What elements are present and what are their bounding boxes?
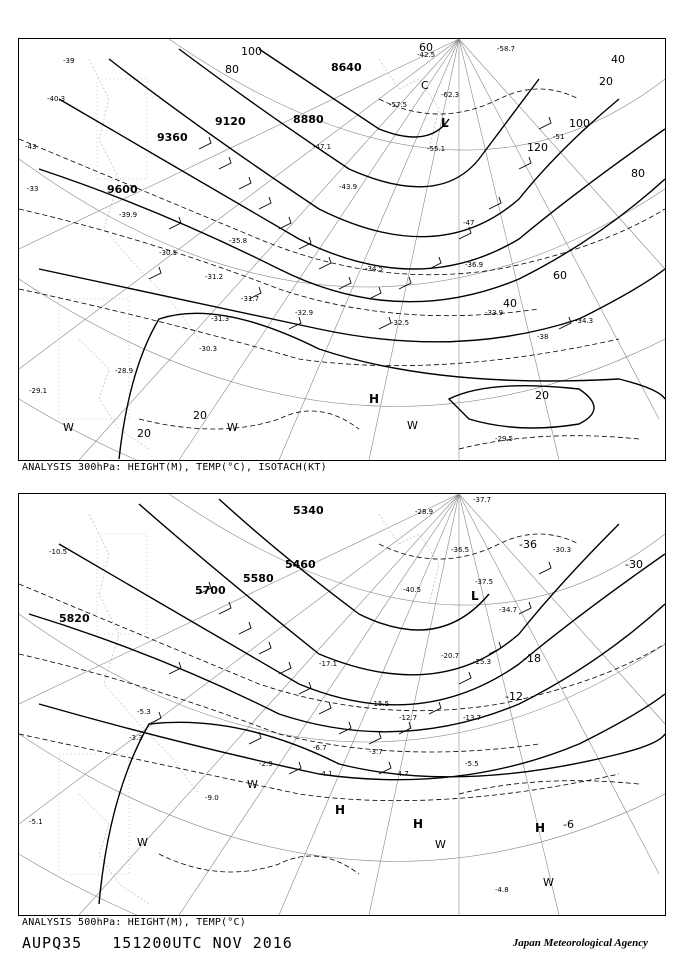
isotach-label: 80 — [631, 167, 645, 180]
map-panel-300hpa — [18, 38, 666, 461]
warm-marker: W — [227, 421, 238, 434]
temperature-value: -39.9 — [119, 211, 138, 219]
temperature-value: -33.9 — [485, 309, 504, 317]
temperature-value: -43 — [25, 143, 37, 151]
temperature-value: -6.7 — [313, 744, 327, 752]
temperature-value: -10.5 — [49, 548, 68, 556]
isotherm-label: -36 — [519, 538, 537, 551]
temperature-value: -39 — [63, 57, 75, 65]
temperature-value: -4.8 — [495, 886, 509, 894]
warm-marker: W — [63, 421, 74, 434]
temperature-value: -20.7 — [441, 652, 460, 660]
temperature-value: -34.7 — [499, 606, 518, 614]
temperature-value: -32.9 — [295, 309, 314, 317]
high-pressure-marker: H — [535, 821, 546, 835]
temperature-value: -37.7 — [473, 496, 492, 504]
temperature-value: -15.5 — [371, 700, 390, 708]
isotherm-label: -12 — [505, 690, 523, 703]
height-label: 5580 — [243, 572, 274, 585]
height-label: 5460 — [285, 558, 316, 571]
temperature-value: -29.5 — [495, 435, 514, 443]
height-label: 5820 — [59, 612, 90, 625]
temperature-value: -25.3 — [473, 658, 492, 666]
temperature-value: -30.3 — [553, 546, 572, 554]
height-label: 8880 — [293, 113, 324, 126]
temperature-value: -5.3 — [137, 708, 151, 716]
temperature-value: -36.9 — [465, 261, 484, 269]
temperature-value: -38 — [537, 333, 549, 341]
temperature-values — [29, 496, 571, 894]
chart-identifier — [22, 934, 293, 952]
height-label: 9120 — [215, 115, 246, 128]
warm-marker: W — [435, 838, 446, 851]
temperature-value: -43.9 — [339, 183, 358, 191]
temperature-value: -40.3 — [47, 95, 66, 103]
warm-marker: W — [137, 836, 148, 849]
height-contours — [29, 499, 665, 904]
temperature-value: -32.5 — [391, 319, 410, 327]
map-300hpa-svg — [19, 39, 665, 460]
chart-code: AUPQ35 — [22, 934, 83, 952]
temperature-value: -5.5 — [465, 760, 479, 768]
height-label: 9360 — [157, 131, 188, 144]
low-pressure-marker: L — [471, 589, 479, 603]
low-pressure-marker: L — [441, 116, 449, 130]
isotach-label: 20 — [193, 409, 207, 422]
temperature-value: -62.3 — [441, 91, 460, 99]
temperature-value: -4.1 — [319, 770, 333, 778]
height-label: 8640 — [331, 61, 362, 74]
cold-marker: C — [421, 79, 429, 92]
isotach-label: 20 — [535, 389, 549, 402]
temperature-value: -13.7 — [463, 714, 482, 722]
temperature-value: -28.9 — [115, 367, 134, 375]
temperature-value: -29.1 — [29, 387, 48, 395]
temperature-value: -30.3 — [199, 345, 218, 353]
temperature-value: -28.9 — [415, 508, 434, 516]
high-pressure-marker: H — [335, 803, 346, 817]
isotach-label: 60 — [553, 269, 567, 282]
temperature-value: -42.5 — [417, 51, 436, 59]
isotach-label: 120 — [527, 141, 548, 154]
temperature-value: -30.1 — [159, 249, 178, 257]
temperature-value: -40.5 — [403, 586, 422, 594]
temperature-value: -58.7 — [497, 45, 516, 53]
agency-name: Japan Meteorological Agency — [512, 937, 648, 949]
height-label: 5700 — [195, 584, 226, 597]
temperature-value: -34.5 — [365, 265, 384, 273]
valid-time: 151200UTC NOV 2016 — [112, 934, 293, 952]
height-label: 9600 — [107, 183, 138, 196]
warm-marker: W — [543, 876, 554, 889]
caption-300hpa: ANALYSIS 300hPa: HEIGHT(M), TEMP(°C), ISOTACH(KT) — [22, 462, 327, 473]
high-pressure-marker: H — [369, 392, 380, 406]
temperature-value: -31.7 — [241, 295, 260, 303]
temperature-contours — [19, 89, 665, 449]
isotach-label: 20 — [137, 427, 151, 440]
temperature-value: -51 — [553, 133, 565, 141]
temperature-value: -37.5 — [475, 578, 494, 586]
temperature-value: -33 — [27, 185, 39, 193]
height-contours — [39, 49, 665, 459]
temperature-value: -4.7 — [395, 770, 409, 778]
temperature-value: -47.1 — [313, 143, 332, 151]
temperature-value: -3.7 — [369, 748, 383, 756]
map-500hpa-svg — [19, 494, 665, 915]
temperature-value: -55.1 — [427, 145, 446, 153]
caption-500hpa: ANALYSIS 500hPa: HEIGHT(M), TEMP(°C) — [22, 917, 246, 928]
warm-marker: W — [247, 778, 258, 791]
map-panel-500hpa — [18, 493, 666, 916]
isotherm-label: -30 — [625, 558, 643, 571]
temperature-value: -2.9 — [259, 760, 273, 768]
isotherm-label: -6 — [563, 818, 574, 831]
temperature-value: -3.3 — [129, 734, 143, 742]
high-pressure-marker: H — [413, 817, 424, 831]
temperature-value: -5.1 — [29, 818, 43, 826]
temperature-value: -35.8 — [229, 237, 248, 245]
temperature-value: -31.2 — [205, 273, 224, 281]
temperature-value: -12.7 — [399, 714, 418, 722]
isotherm-label: -18 — [523, 652, 541, 665]
isotach-label: 40 — [611, 53, 625, 66]
isotach-label: 20 — [599, 75, 613, 88]
isotach-label: 100 — [241, 45, 262, 58]
temperature-value: -47 — [463, 219, 475, 227]
isotach-label: 60 — [419, 41, 433, 54]
warm-marker: W — [407, 419, 418, 432]
isotach-label: 80 — [225, 63, 239, 76]
temperature-value: -36.5 — [451, 546, 470, 554]
height-label: 5340 — [293, 504, 324, 517]
temperature-value: -31.3 — [211, 315, 230, 323]
graticule — [19, 39, 665, 460]
temperature-value: -57.5 — [389, 101, 408, 109]
temperature-value: -9.0 — [205, 794, 219, 802]
isotach-label: 100 — [569, 117, 590, 130]
temperature-value: -17.1 — [319, 660, 338, 668]
temperature-value: -34.3 — [575, 317, 594, 325]
isotach-label: 40 — [503, 297, 517, 310]
